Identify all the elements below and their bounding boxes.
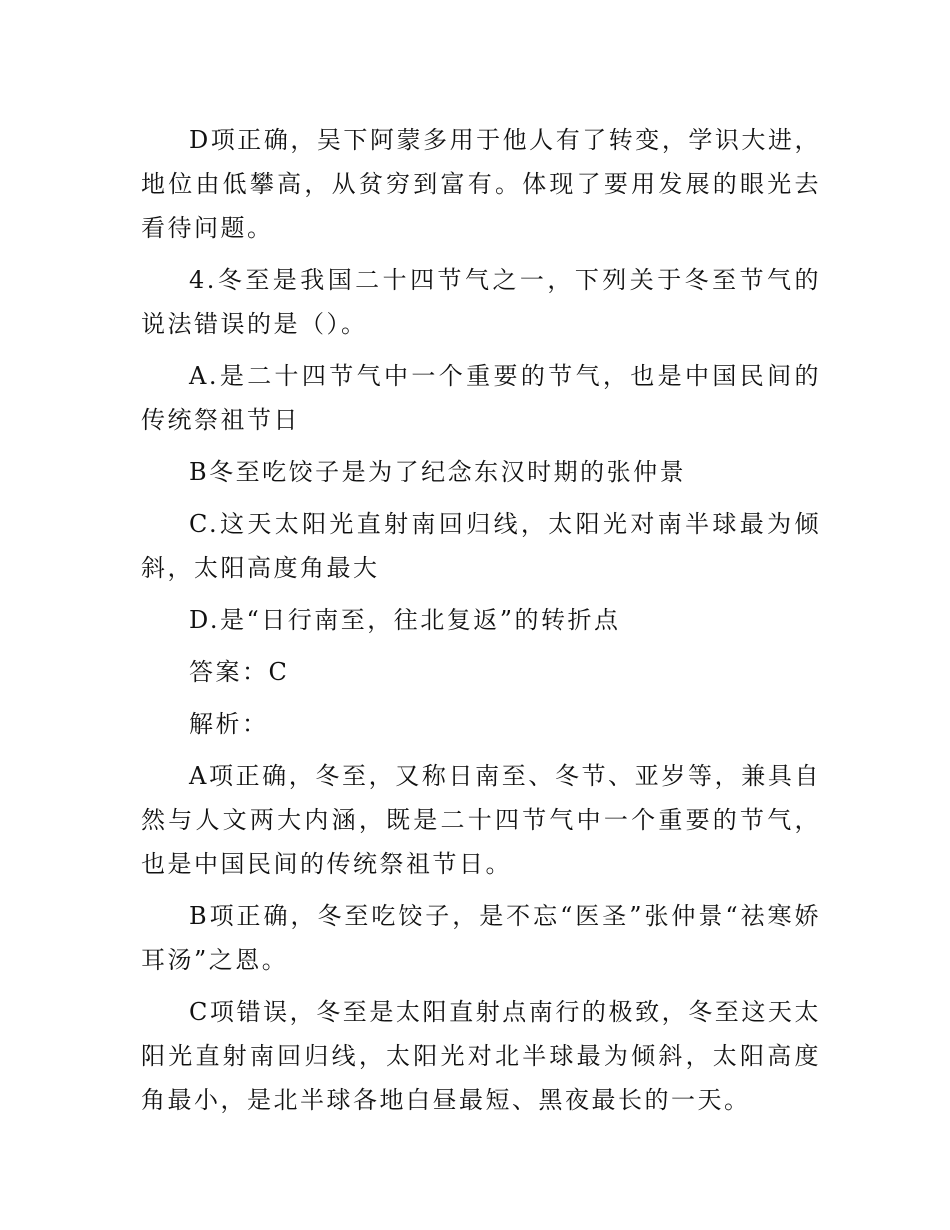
analysis-c: C项错误，冬至是太阳直射点南行的极致，冬至这天太阳光直射南回归线，太阳光对北半球最为倾斜，太阳高度角最小，是北半球各地白昼最短、黑夜最长的一天。 (141, 998, 821, 1114)
document-body (141, 118, 821, 1130)
option-d: D.是“日行南至，往北复返”的转折点 (189, 606, 621, 634)
answer-line: 答案：C (189, 658, 290, 686)
option-b: B冬至吃饺子是为了纪念东汉时期的张仲景 (189, 458, 687, 486)
analysis-b: B项正确，冬至吃饺子，是不忘“医圣”张仲景“祛寒娇耳汤”之恩。 (141, 902, 821, 974)
paragraph-d-explanation: D项正确，吴下阿蒙多用于他人有了转变，学识大进，地位由低攀高，从贫穷到富有。体现了要用发展的眼光去看待问题。 (141, 126, 821, 242)
analysis-a: A项正确，冬至，又称日南至、冬节、亚岁等，兼具自然与人文两大内涵，既是二十四节气中一个重要的节气，也是中国民间的传统祭祖节日。 (141, 762, 821, 878)
option-a: A.是二十四节气中一个重要的节气，也是中国民间的传统祭祖节日 (141, 362, 821, 434)
question-4-stem: 4.冬至是我国二十四节气之一，下列关于冬至节气的说法错误的是（）。 (141, 266, 821, 338)
option-c: C.这天太阳光直射南回归线，太阳光对南半球最为倾斜，太阳高度角最大 (141, 510, 821, 582)
analysis-heading: 解析： (189, 710, 269, 738)
